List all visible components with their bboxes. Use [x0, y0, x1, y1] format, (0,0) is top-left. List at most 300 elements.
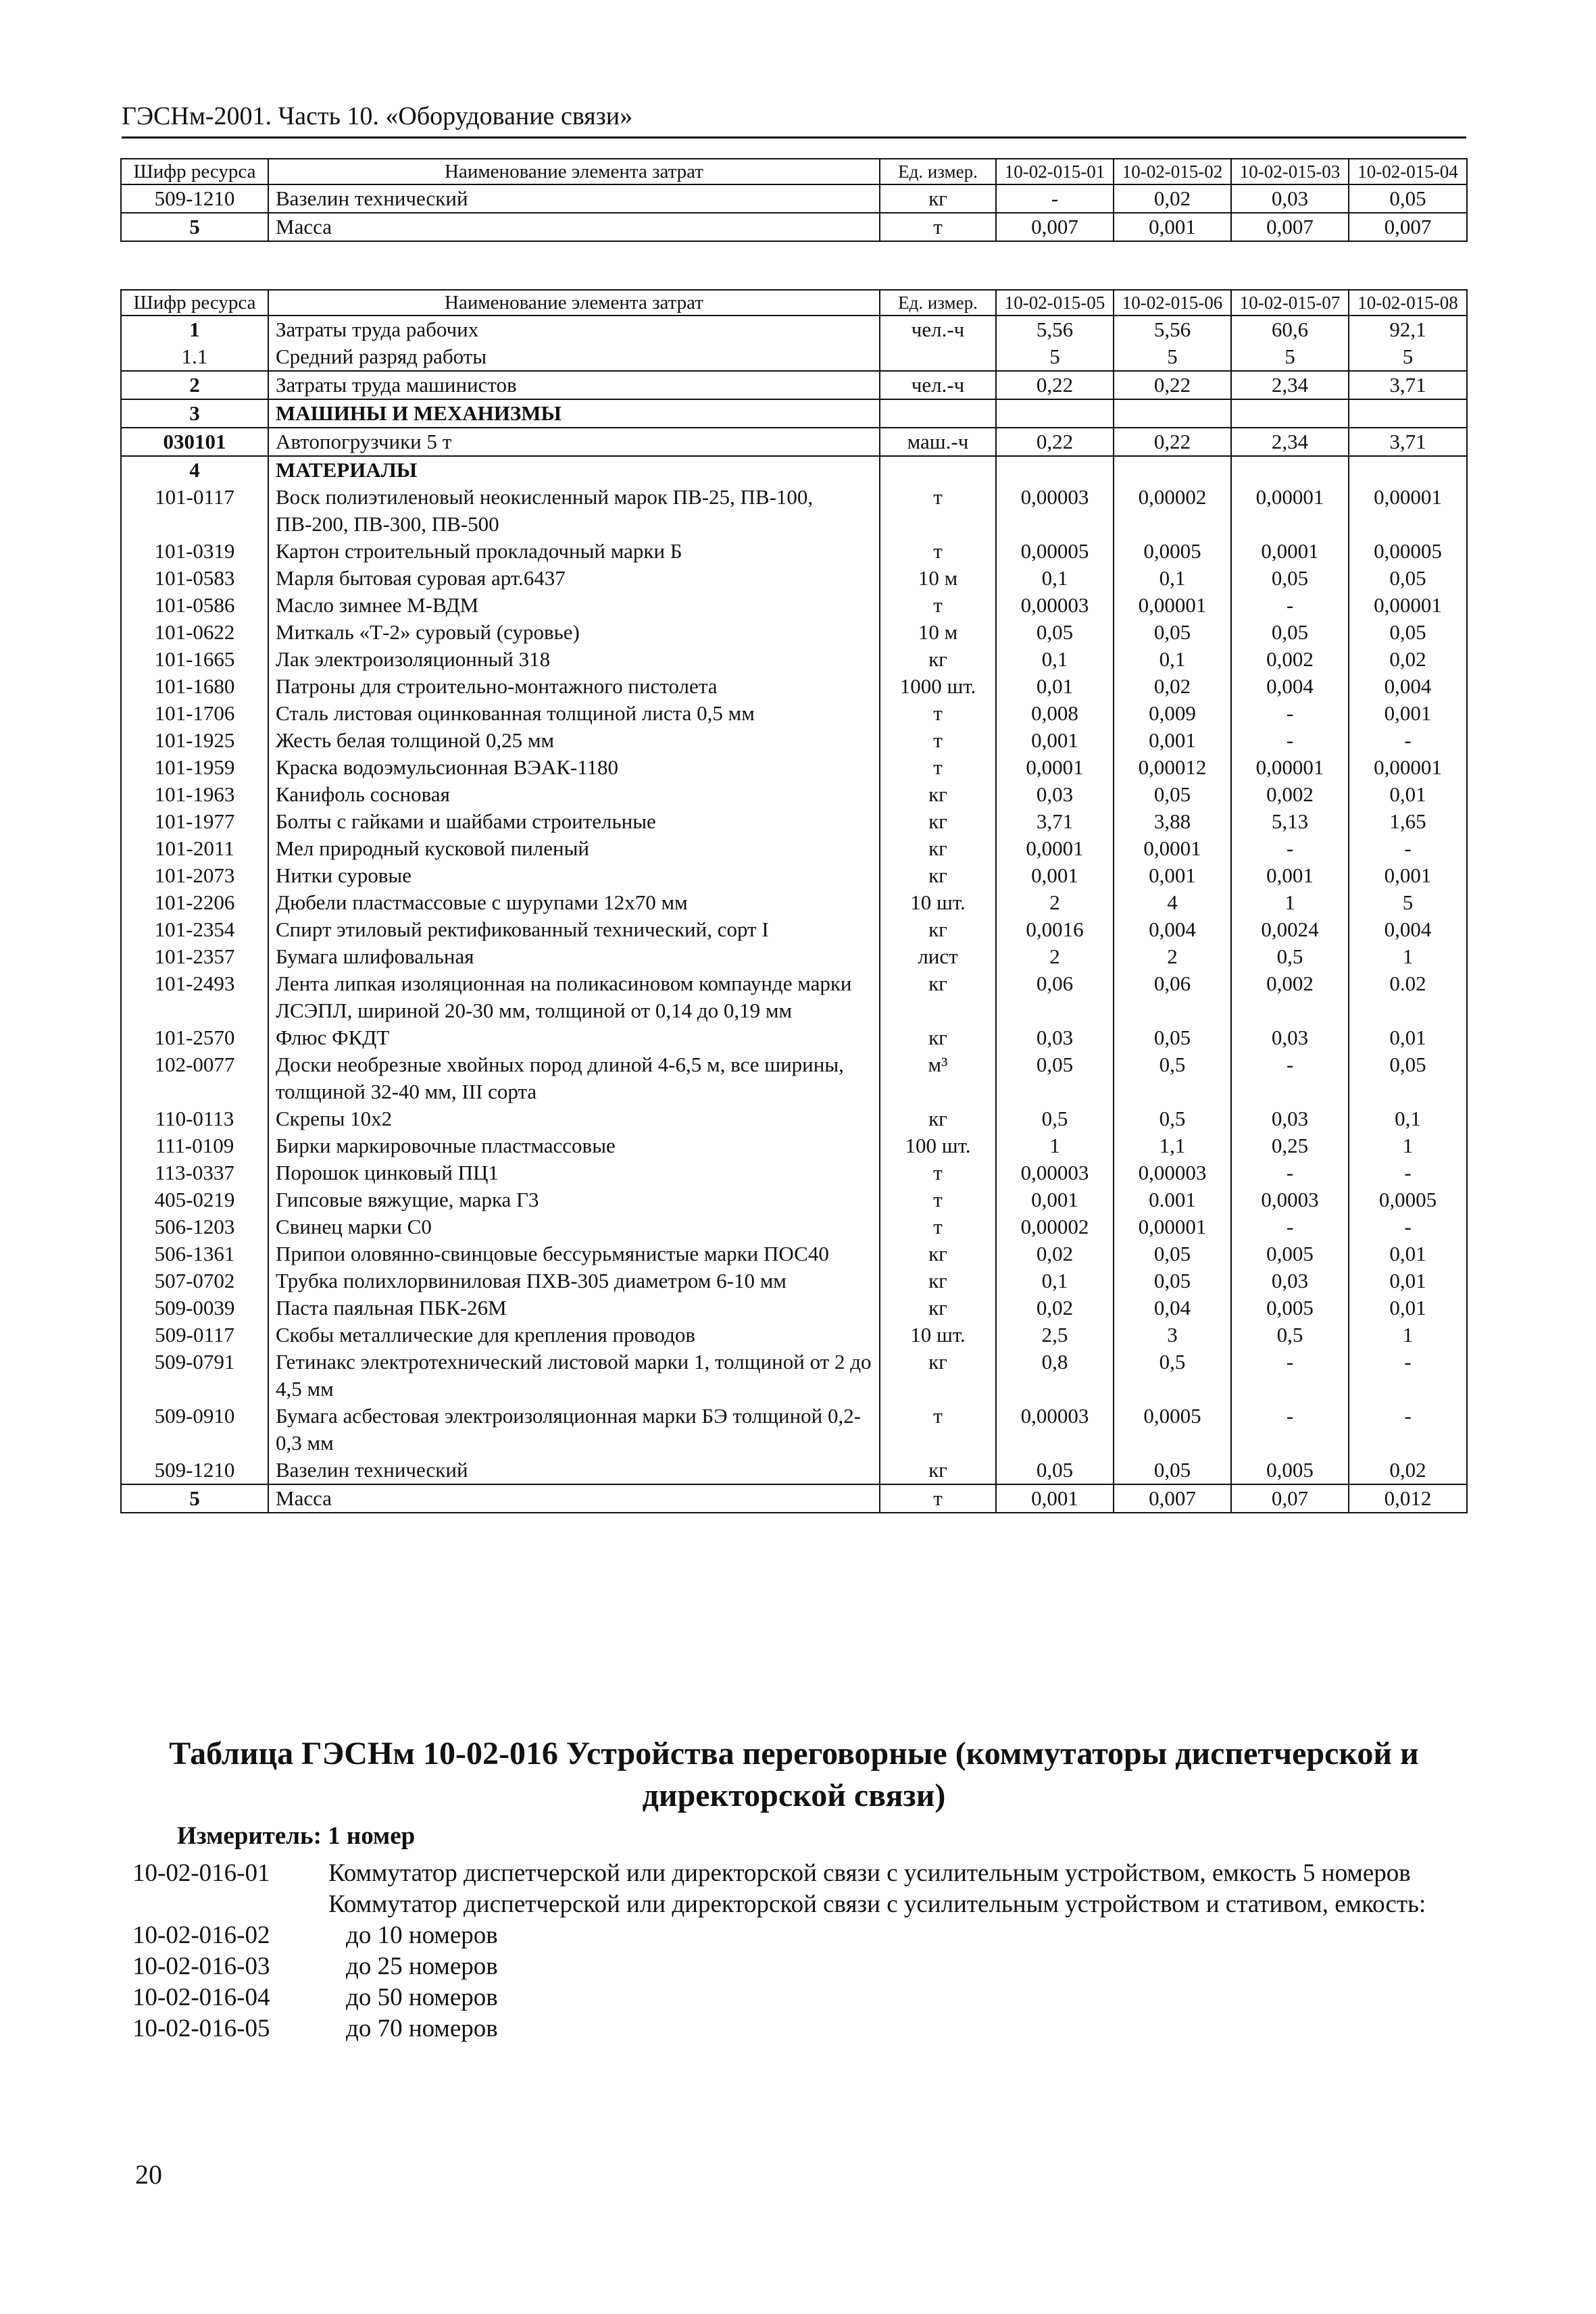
table-row: [121, 700, 1467, 727]
cell-value: 0,001: [1349, 862, 1467, 889]
cell-value: 0,05: [1349, 619, 1467, 646]
cell-value: 0,002: [1231, 970, 1349, 1024]
cell-value: 5,56: [1114, 316, 1231, 343]
item-code: 10-02-016-05: [132, 2015, 270, 2042]
table-row: [121, 538, 1467, 565]
cell-value: 0,004: [1114, 916, 1231, 943]
cell-name: Паста паяльная ПБК-26М: [268, 1294, 880, 1322]
cell-value: 0,00003: [1114, 1159, 1231, 1186]
cell-code: 509-1210: [121, 1457, 268, 1484]
cell-name: Флюс ФКДТ: [268, 1024, 880, 1051]
cell-value: 0,00003: [996, 1159, 1114, 1186]
table-row: [121, 1159, 1467, 1186]
cell-value: 0,03: [1231, 1267, 1349, 1294]
list-item: [132, 1982, 1470, 2013]
table-row: [121, 1186, 1467, 1213]
cell-name: Патроны для строительно-монтажного пистолета: [268, 673, 880, 700]
cell-unit: кг: [880, 1457, 996, 1484]
cell-value: 0,02: [1114, 184, 1231, 213]
list-item: [132, 1858, 1470, 1889]
table-row: [121, 835, 1467, 862]
cell-name: Марля бытовая суровая арт.6437: [268, 565, 880, 592]
cell-value: 0,5: [996, 1105, 1114, 1132]
cell-value: 0,008: [996, 700, 1114, 727]
cell-value: -: [1231, 1213, 1349, 1240]
cell-value: 3: [1114, 1322, 1231, 1349]
cell-unit: чел.-ч: [880, 316, 996, 343]
cell-value: 5: [1349, 343, 1467, 371]
cell-value: 2,34: [1231, 428, 1349, 456]
cell-value: -: [1231, 1159, 1349, 1186]
table-body: [121, 316, 1467, 1513]
cell-name: Спирт этиловый ректификованный технический, сорт I: [268, 916, 880, 943]
cell-name: Дюбели пластмассовые с шурупами 12х70 мм: [268, 889, 880, 916]
cell-value: 0,02: [1349, 1457, 1467, 1484]
cell-code: 1: [121, 316, 268, 343]
cell-code: 101-2206: [121, 889, 268, 916]
cell-unit: кг: [880, 835, 996, 862]
table-row: [121, 484, 1467, 538]
item-code: 10-02-016-04: [132, 1984, 270, 2011]
cell-value: 0,004: [1349, 916, 1467, 943]
cell-value: -: [1231, 700, 1349, 727]
cell-name: Вазелин технический: [268, 184, 880, 213]
cell-unit: т: [880, 592, 996, 619]
table-row: [121, 781, 1467, 808]
cell-value: 0,01: [996, 673, 1114, 700]
cell-value: [1349, 399, 1467, 428]
cell-name: Канифоль сосновая: [268, 781, 880, 808]
cell-value: 1: [1231, 889, 1349, 916]
cell-name: МАШИНЫ И МЕХАНИЗМЫ: [268, 399, 880, 428]
cell-value: 0,00003: [996, 592, 1114, 619]
cell-value: 0,03: [1231, 184, 1349, 213]
cell-value: 1: [996, 1132, 1114, 1159]
table-row: [121, 399, 1467, 428]
cell-name: Гипсовые вяжущие, марка Г3: [268, 1186, 880, 1213]
cell-value: [1349, 456, 1467, 484]
cell-name: Бумага шлифовальная: [268, 943, 880, 970]
cell-name: Свинец марки С0: [268, 1213, 880, 1240]
cell-code: 110-0113: [121, 1105, 268, 1132]
cell-code: 509-0039: [121, 1294, 268, 1322]
cell-unit: т: [880, 727, 996, 754]
cell-unit: кг: [880, 781, 996, 808]
cell-name: Гетинакс электротехнический листовой марки 1, толщиной от 2 до 4,5 мм: [268, 1349, 880, 1403]
item-code: 10-02-016-02: [132, 1921, 270, 1949]
cell-unit: лист: [880, 943, 996, 970]
cell-value: 0,01: [1349, 1024, 1467, 1051]
cell-value: -: [1349, 1159, 1467, 1186]
cell-unit: кг: [880, 1240, 996, 1267]
cell-value: 0,002: [1231, 781, 1349, 808]
cell-value: 0,00002: [1114, 484, 1231, 538]
cell-value: 0,0005: [1114, 1403, 1231, 1457]
cell-value: [996, 399, 1114, 428]
table-row: [121, 808, 1467, 835]
cell-value: -: [1231, 1051, 1349, 1105]
cell-code: 506-1361: [121, 1240, 268, 1267]
cell-value: 3,71: [996, 808, 1114, 835]
cell-value: 0,1: [1349, 1105, 1467, 1132]
cell-value: 5: [1231, 343, 1349, 371]
cell-name: Мел природный кусковой пиленый: [268, 835, 880, 862]
cell-name: Доски необрезные хвойных пород длиной 4-6,5 м, все ширины, толщиной 32-40 мм, III сорта: [268, 1051, 880, 1105]
cell-code: 509-0117: [121, 1322, 268, 1349]
cell-value: 0,009: [1114, 700, 1231, 727]
header-cell: 10-02-015-06: [1114, 290, 1231, 316]
cell-value: 0,0005: [1114, 538, 1231, 565]
cell-unit: кг: [880, 808, 996, 835]
item-text: Коммутатор диспетчерской или директорской связи с усилительным устройством и стативом, емкость:: [328, 1890, 1426, 1918]
cell-value: 0,04: [1114, 1294, 1231, 1322]
cell-name: Средний разряд работы: [268, 343, 880, 371]
table-row: [121, 1457, 1467, 1484]
cell-unit: кг: [880, 970, 996, 1024]
cell-value: 0,00005: [996, 538, 1114, 565]
cell-unit: т: [880, 754, 996, 781]
cell-value: 0,5: [1114, 1051, 1231, 1105]
cell-code: 5: [121, 1484, 268, 1513]
cell-value: 0,00001: [1231, 754, 1349, 781]
cell-code: 101-2570: [121, 1024, 268, 1051]
cell-unit: 1000 шт.: [880, 673, 996, 700]
cell-value: 0,1: [1114, 646, 1231, 673]
cell-name: Порошок цинковый ПЦ1: [268, 1159, 880, 1186]
item-text: Коммутатор диспетчерской или директорской связи с усилительным устройством, емкость 5 номеров: [328, 1859, 1411, 1887]
table-row: [121, 1322, 1467, 1349]
cell-value: 0,007: [996, 213, 1114, 241]
table-row: [121, 184, 1467, 213]
cell-value: 0,0016: [996, 916, 1114, 943]
cell-code: 111-0109: [121, 1132, 268, 1159]
cell-value: 0,5: [1231, 943, 1349, 970]
cell-unit: т: [880, 213, 996, 241]
header-cell: Ед. измер.: [880, 290, 996, 316]
cell-value: 0,005: [1231, 1457, 1349, 1484]
cell-value: [996, 456, 1114, 484]
cell-unit: 10 м: [880, 565, 996, 592]
list-item: [132, 1951, 1470, 1982]
cell-value: 0,02: [996, 1240, 1114, 1267]
cell-value: 0,05: [1114, 781, 1231, 808]
table-row: [121, 343, 1467, 371]
cell-name: Затраты труда рабочих: [268, 316, 880, 343]
cell-value: 0,002: [1231, 646, 1349, 673]
cell-value: 0,03: [1231, 1105, 1349, 1132]
cell-value: 5: [1114, 343, 1231, 371]
cell-value: 0,1: [996, 646, 1114, 673]
table-body: [121, 184, 1467, 241]
cell-name: Сталь листовая оцинкованная толщиной листа 0,5 мм: [268, 700, 880, 727]
table-row: [121, 619, 1467, 646]
cell-code: 101-1959: [121, 754, 268, 781]
header-cell: Шифр ресурса: [121, 290, 268, 316]
cell-value: 0,00001: [1349, 592, 1467, 619]
table-row: [121, 1484, 1467, 1513]
cell-name: Автопогрузчики 5 т: [268, 428, 880, 456]
cell-name: Масло зимнее М-ВДМ: [268, 592, 880, 619]
cell-code: 101-1925: [121, 727, 268, 754]
cell-value: -: [1231, 1349, 1349, 1403]
cell-code: 101-2011: [121, 835, 268, 862]
cell-value: 0,001: [996, 727, 1114, 754]
section-title: Таблица ГЭСНм 10-02-016 Устройства переговорные (коммутаторы диспетчерской и директорской связи): [169, 1736, 1419, 1813]
cell-name: Жесть белая толщиной 0,25 мм: [268, 727, 880, 754]
cell-value: 2,34: [1231, 371, 1349, 399]
table-row: [121, 889, 1467, 916]
cell-value: 0,05: [996, 619, 1114, 646]
cell-code: 2: [121, 371, 268, 399]
cell-unit: т: [880, 1484, 996, 1513]
cell-value: 0,01: [1349, 1267, 1467, 1294]
cell-value: 0,0003: [1231, 1186, 1349, 1213]
cell-name: Припои оловянно-свинцовые бессурьмянистые марки ПОС40: [268, 1240, 880, 1267]
cell-name: Трубка полихлорвиниловая ПХВ-305 диаметром 6-10 мм: [268, 1267, 880, 1294]
cell-value: 4: [1114, 889, 1231, 916]
cell-code: 509-0910: [121, 1403, 268, 1457]
cell-name: Лента липкая изоляционная на поликасиновом компаунде марки ЛСЭПЛ, шириной 20-30 мм, толщиной от 0,14 до 0,19 мм: [268, 970, 880, 1024]
cell-value: 0,06: [1114, 970, 1231, 1024]
cell-value: 0.02: [1349, 970, 1467, 1024]
cell-value: 0,22: [1114, 371, 1231, 399]
cell-code: 101-1963: [121, 781, 268, 808]
item-text: до 10 номеров: [346, 1921, 498, 1949]
cell-value: 0,00005: [1349, 538, 1467, 565]
cell-name: Картон строительный прокладочный марки Б: [268, 538, 880, 565]
header-cell: 10-02-015-02: [1114, 159, 1231, 184]
list-item: [132, 2013, 1470, 2044]
table-row: [121, 1024, 1467, 1051]
cell-value: -: [1231, 1403, 1349, 1457]
cell-value: 0,004: [1349, 673, 1467, 700]
cell-code: 509-0791: [121, 1349, 268, 1403]
cell-value: 3,88: [1114, 808, 1231, 835]
cell-unit: кг: [880, 916, 996, 943]
header-cell: 10-02-015-07: [1231, 290, 1349, 316]
cell-value: [1114, 456, 1231, 484]
cell-value: 0,1: [1114, 565, 1231, 592]
cell-value: 0,00001: [1349, 754, 1467, 781]
cell-code: 405-0219: [121, 1186, 268, 1213]
cell-value: 0,5: [1231, 1322, 1349, 1349]
cell-value: 1: [1349, 1132, 1467, 1159]
cell-value: 1: [1349, 1322, 1467, 1349]
cell-unit: маш.-ч: [880, 428, 996, 456]
cell-value: -: [996, 184, 1114, 213]
cell-name: Краска водоэмульсионная ВЭАК-1180: [268, 754, 880, 781]
cell-value: 0,0001: [996, 754, 1114, 781]
cell-name: Миткаль «Т-2» суровый (суровье): [268, 619, 880, 646]
meter-label: Измеритель: 1 номер: [177, 1822, 416, 1850]
cell-value: 0,03: [996, 781, 1114, 808]
cell-code: 101-1680: [121, 673, 268, 700]
cell-code: 101-0319: [121, 538, 268, 565]
cell-value: -: [1349, 727, 1467, 754]
cell-value: 60,6: [1231, 316, 1349, 343]
page-number: 20: [135, 2159, 162, 2190]
cell-value: 5,56: [996, 316, 1114, 343]
cell-code: 101-1665: [121, 646, 268, 673]
table-row: [121, 371, 1467, 399]
header-cell: Ед. измер.: [880, 159, 996, 184]
cell-code: 030101: [121, 428, 268, 456]
table-header-row: [121, 290, 1467, 316]
cell-unit: кг: [880, 862, 996, 889]
cell-value: 0,05: [1114, 1240, 1231, 1267]
table-row: [121, 592, 1467, 619]
cell-value: [1231, 399, 1349, 428]
table-row: [121, 213, 1467, 241]
cell-unit: т: [880, 484, 996, 538]
table-row: [121, 1132, 1467, 1159]
cell-code: 101-2354: [121, 916, 268, 943]
cell-value: 0.001: [1114, 1186, 1231, 1213]
cell-value: 0,01: [1349, 1294, 1467, 1322]
cell-value: 0,001: [996, 862, 1114, 889]
cell-value: 0,007: [1231, 213, 1349, 241]
cell-value: 0,007: [1114, 1484, 1231, 1513]
cell-value: 0,05: [1349, 1051, 1467, 1105]
cell-value: [1231, 456, 1349, 484]
cell-value: 3,71: [1349, 428, 1467, 456]
cell-value: 0,001: [1114, 862, 1231, 889]
cell-unit: 10 шт.: [880, 889, 996, 916]
item-text: до 70 номеров: [346, 2015, 498, 2042]
cell-unit: 10 шт.: [880, 1322, 996, 1349]
cell-name: МАТЕРИАЛЫ: [268, 456, 880, 484]
cell-value: 0,001: [1114, 213, 1231, 241]
cell-value: 0,00002: [996, 1213, 1114, 1240]
cell-value: 0,02: [1349, 646, 1467, 673]
cell-code: 101-0117: [121, 484, 268, 538]
cell-code: 101-1977: [121, 808, 268, 835]
cell-code: 509-1210: [121, 184, 268, 213]
item-code: 10-02-016-03: [132, 1953, 270, 1980]
cell-unit: т: [880, 538, 996, 565]
table-row: [121, 673, 1467, 700]
cell-unit: кг: [880, 1024, 996, 1051]
cell-value: -: [1349, 1403, 1467, 1457]
cell-value: 0,007: [1349, 213, 1467, 241]
table-row: [121, 1240, 1467, 1267]
cell-code: 101-2357: [121, 943, 268, 970]
cell-name: Масса: [268, 213, 880, 241]
cell-value: 0,05: [1114, 1024, 1231, 1051]
cell-value: 0,005: [1231, 1240, 1349, 1267]
cell-unit: т: [880, 1213, 996, 1240]
cell-value: -: [1231, 835, 1349, 862]
cell-name: Затраты труда машинистов: [268, 371, 880, 399]
cell-value: 5: [996, 343, 1114, 371]
cell-value: 0,01: [1349, 1240, 1467, 1267]
cell-value: 2: [1114, 943, 1231, 970]
table-row: [121, 316, 1467, 343]
header-cell: Наименование элемента затрат: [268, 290, 880, 316]
item-code: 10-02-016-01: [132, 1859, 270, 1887]
table-row: [121, 727, 1467, 754]
cell-value: 0,07: [1231, 1484, 1349, 1513]
cell-value: 1,65: [1349, 808, 1467, 835]
cell-code: 506-1203: [121, 1213, 268, 1240]
cell-unit: [880, 343, 996, 371]
cell-value: 0,03: [1231, 1024, 1349, 1051]
cell-unit: чел.-ч: [880, 371, 996, 399]
cell-unit: [880, 456, 996, 484]
cell-name: Скобы металлические для крепления проводов: [268, 1322, 880, 1349]
cell-code: 101-1706: [121, 700, 268, 727]
resource-table-1: [120, 158, 1468, 242]
header-cell: Шифр ресурса: [121, 159, 268, 184]
cell-value: 0,1: [996, 565, 1114, 592]
cell-unit: т: [880, 1159, 996, 1186]
cell-value: 0,004: [1231, 673, 1349, 700]
cell-name: Скрепы 10х2: [268, 1105, 880, 1132]
cell-value: 0,05: [996, 1051, 1114, 1105]
cell-value: 0,001: [996, 1484, 1114, 1513]
page-header: ГЭСНм-2001. Часть 10. «Оборудование связи»: [122, 101, 1466, 139]
cell-value: 0,05: [1114, 619, 1231, 646]
list-item: [132, 1920, 1470, 1951]
item-code: [132, 1889, 328, 1920]
cell-value: 0,001: [1349, 700, 1467, 727]
table-row: [121, 565, 1467, 592]
cell-value: -: [1349, 1349, 1467, 1403]
cell-name: Болты с гайками и шайбами строительные: [268, 808, 880, 835]
cell-unit: кг: [880, 646, 996, 673]
cell-value: 0,1: [996, 1267, 1114, 1294]
cell-value: 5,13: [1231, 808, 1349, 835]
cell-value: 1: [1349, 943, 1467, 970]
cell-value: 0,05: [1114, 1457, 1231, 1484]
cell-value: 0,01: [1349, 781, 1467, 808]
cell-code: 113-0337: [121, 1159, 268, 1186]
table-row: [121, 1213, 1467, 1240]
cell-unit: т: [880, 1186, 996, 1213]
table-row: [121, 428, 1467, 456]
cell-value: -: [1349, 1213, 1467, 1240]
cell-name: Вазелин технический: [268, 1457, 880, 1484]
list-item: [132, 1889, 1470, 1920]
cell-code: 101-2073: [121, 862, 268, 889]
cell-code: 507-0702: [121, 1267, 268, 1294]
cell-value: 0,05: [1349, 184, 1467, 213]
cell-value: 0,005: [1231, 1294, 1349, 1322]
cell-value: 0,00001: [1231, 484, 1349, 538]
items-list: [132, 1858, 1470, 2044]
table-header-row: [121, 159, 1467, 184]
cell-value: 0,22: [996, 371, 1114, 399]
cell-name: Нитки суровые: [268, 862, 880, 889]
cell-value: 0,22: [1114, 428, 1231, 456]
cell-code: 102-0077: [121, 1051, 268, 1105]
table-row: [121, 1051, 1467, 1105]
table-row: [121, 1105, 1467, 1132]
cell-code: 3: [121, 399, 268, 428]
cell-value: 0,00001: [1114, 592, 1231, 619]
header-cell: 10-02-015-05: [996, 290, 1114, 316]
cell-unit: 100 шт.: [880, 1132, 996, 1159]
cell-value: 2,5: [996, 1322, 1114, 1349]
cell-value: 0,5: [1114, 1105, 1231, 1132]
item-text: до 50 номеров: [346, 1984, 498, 2011]
cell-value: 0,00012: [1114, 754, 1231, 781]
table-row: [121, 456, 1467, 484]
table-row: [121, 1403, 1467, 1457]
table-row: [121, 943, 1467, 970]
header-cell: 10-02-015-03: [1231, 159, 1349, 184]
cell-code: 101-0586: [121, 592, 268, 619]
